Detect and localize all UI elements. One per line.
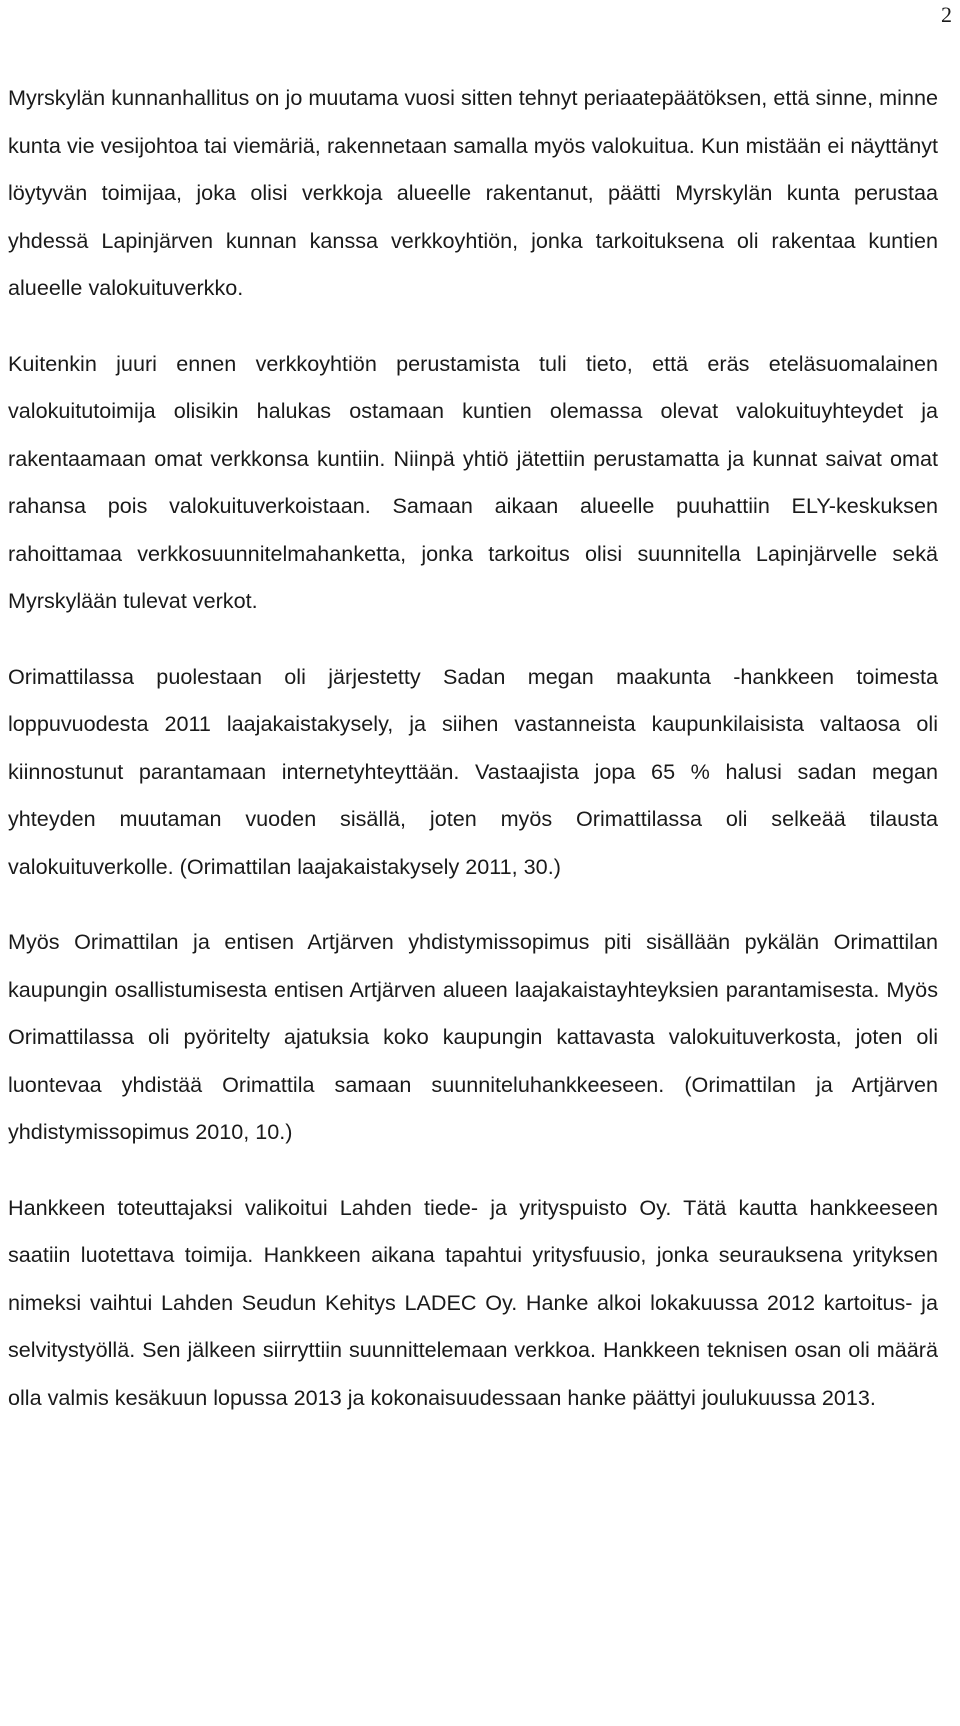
paragraph: Myrskylän kunnanhallitus on jo muutama vuosi sitten tehnyt periaatepäätöksen, että sinne, minne kunta vie vesijohtoa tai viemäriä, rakennetaan samalla myös valokuitua. Kun mistään ei näyttänyt löytyvän toimijaa, joka olisi verkkoja alueelle rakentanut, päätti Myrskylän kunta perustaa yhdessä Lapinjärven kunnan kanssa verkkoyhtiön, jonka tarkoituksena oli rakentaa kuntien alueelle valokuituverkko. — [8, 85, 938, 300]
paragraph: Hankkeen toteuttajaksi valikoitui Lahden tiede- ja yrityspuisto Oy. Tätä kautta hankkeeseen saatiin luotettava toimija. Hankkeen aikana tapahtui yritysfuusio, jonka seurauksena yrityksen nimeksi vaihtui Lahden Seudun Kehitys LADEC Oy. Hanke alkoi lokakuussa 2012 kartoitus- ja selvitystyöllä. Sen jälkeen siirryttiin suunnittelemaan verkkoa. Hankkeen teknisen osan oli määrä olla valmis kesäkuun lopussa 2013 ja kokonaisuudessaan hanke päättyi joulukuussa 2013. — [8, 1194, 938, 1410]
body-text — [8, 74, 938, 1421]
paragraph: Myös Orimattilan ja entisen Artjärven yhdistymissopimus piti sisällään pykälän Orimattilan kaupungin osallistumisesta entisen Artjärven alueen laajakaistayhteyksien parantamisesta. Myös Orimattilassa oli pyöritelty ajatuksia koko kaupungin kattavasta valokuituverkosta, joten oli luontevaa yhdistää Orimattila samaan suunniteluhankkeeseen. (Orimattilan ja Artjärven yhdistymissopimus 2010, 10.) — [8, 929, 938, 1144]
page-number: 2 — [941, 2, 952, 27]
paragraph: Orimattilassa puolestaan oli järjestetty Sadan megan maakunta -hankkeen toimesta loppuvuodesta 2011 laajakaistakysely, ja siihen vastanneista kaupunkilaisista valtaosa oli kiinnostunut parantamaan internetyhteyttään. Vastaajista jopa 65 % halusi sadan megan yhteyden muutaman vuoden sisällä, joten myös Orimattilassa oli selkeää tilausta valokuituverkolle. (Orimattilan laajakaistakysely 2011, 30.) — [8, 663, 938, 879]
paragraph: Kuitenkin juuri ennen verkkoyhtiön perustamista tuli tieto, että eräs eteläsuomalainen valokuitutoimija olisikin halukas ostamaan kuntien olemassa olevat valokuituyhteydet ja rakentaamaan omat verkkonsa kuntiin. Niinpä yhtiö jätettiin perustamatta ja kunnat saivat omat rahansa pois valokuituverkoistaan. Samaan aikaan alueelle puuhattiin ELY-keskuksen rahoittamaa verkkosuunnitelmahanketta, jonka tarkoitus olisi suunnitella Lapinjärvelle sekä Myrskylään tulevat verkot. — [8, 350, 938, 613]
